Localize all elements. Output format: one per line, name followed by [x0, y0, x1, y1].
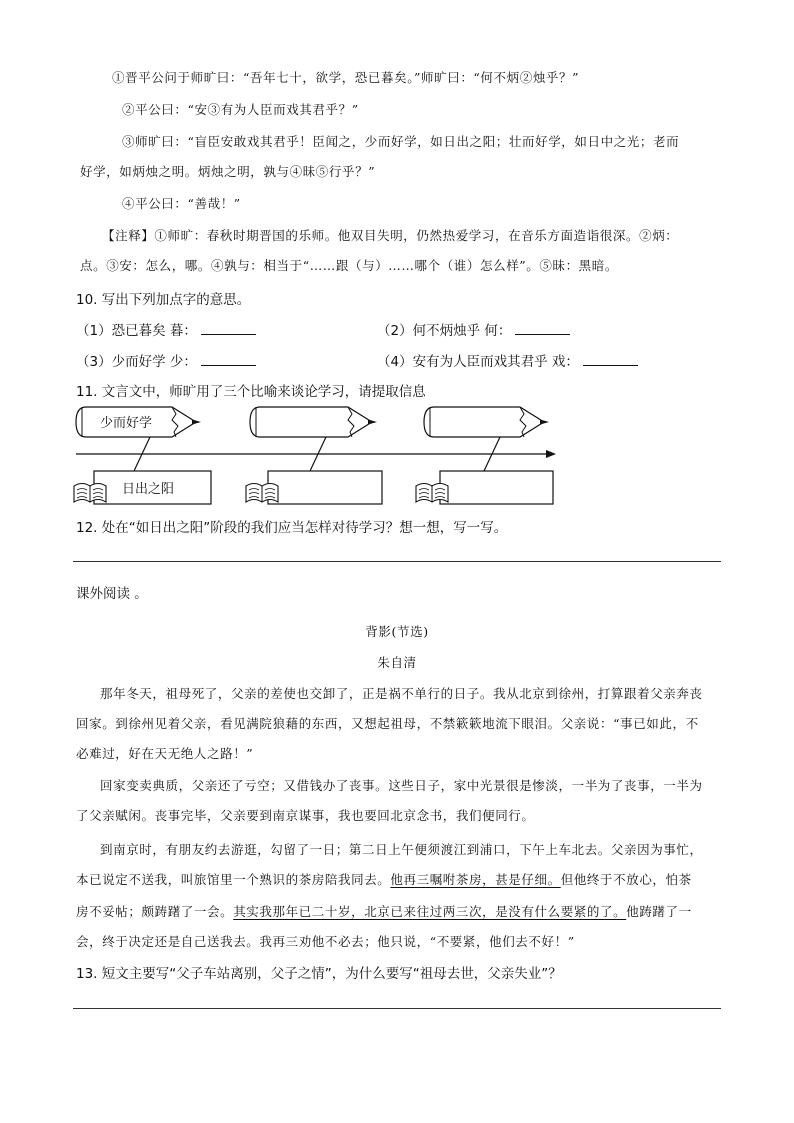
q10-item-4-label: （4）安有为人臣而戏其君乎 戏：	[377, 354, 579, 370]
passage-p3c-pre: 房不妥帖；颇踌躇了一会。	[76, 904, 234, 919]
reading-heading: 课外阅读 。	[76, 586, 148, 602]
q10-item-2-label: （2）何不炳烛乎 何：	[377, 323, 512, 339]
book-icon	[74, 484, 106, 503]
q13-answer-line[interactable]	[73, 1008, 721, 1009]
classical-paragraph-4: ④平公曰：“善哉！”	[122, 196, 241, 211]
pencil-1-label: 少而好学	[100, 416, 153, 431]
answer-box-2[interactable]	[268, 471, 382, 504]
question-11-title: 11. 文言文中，师旷用了三个比喻来谈论学习，请提取信息	[76, 384, 426, 400]
q12-answer-line[interactable]	[73, 561, 721, 562]
classical-paragraph-2: ②平公曰：“安③有为人臣而戏其君乎？”	[122, 102, 359, 117]
passage-p2b: 了父亲赋闲。丧事完毕，父亲要到南京谋事，我也要回北京念书，我们便同行。	[76, 808, 535, 823]
answer-box-3[interactable]	[440, 471, 553, 504]
passage-author: 朱自清	[377, 655, 417, 670]
question-10-title: 10. 写出下列加点字的意思。	[76, 292, 251, 308]
annotation-line-1: 【注释】①师旷：春秋时期晋国的乐师。他双目失明，仍然热爱学习，在音乐方面造诣很深。②炳：	[102, 228, 679, 243]
q10-item-1-label: （1）恐已暮矣 暮：	[76, 323, 197, 339]
classical-paragraph-1: ①晋平公问于师旷曰：“吾年七十，欲学，恐已暮矣。”师旷曰：“何不炳②烛乎？”	[112, 70, 580, 85]
book-icon	[416, 484, 448, 503]
timeline-arrow	[76, 450, 556, 458]
pencil-3	[424, 407, 549, 437]
question-12-title: 12. 处在“如日出之阳”阶段的我们应当怎样对待学习？想一想，写一写。	[76, 520, 508, 536]
pencil-2	[250, 407, 377, 437]
underlined-sentence-2: 其实我那年已二十岁，北京已来往过两三次，是没有什么要紧的了。	[233, 904, 627, 919]
passage-p3b-pre: 本已说定不送我，叫旅馆里一个熟识的茶房陪我同去。	[76, 872, 391, 887]
passage-p1b: 回家。到徐州见着父亲，看见满院狼藉的东西，又想起祖母，不禁簌簌地流下眼泪。父亲说：“事已如此，不	[76, 716, 699, 731]
passage-title: 背影(节选)	[365, 624, 429, 639]
passage-p3a: 到南京时，有朋友约去游逛，勾留了一日；第二日上午便须渡江到浦口，下午上车北去。父亲因为事忙，	[100, 842, 703, 857]
q10-item-3-label: （3）少而好学 少：	[76, 354, 197, 370]
question-13-title: 13. 短文主要写“父子车站离别，父子之情”，为什么要写“祖母去世，父亲失业”？	[76, 966, 562, 982]
passage-p3d: 会，终于决定还是自己送我去。我再三劝他不必去；他只说，“不要紧，他们去不好！”	[76, 934, 575, 949]
classical-paragraph-3b: 好学，如炳烛之明。炳烛之明，孰与④昧⑤行乎？”	[80, 164, 376, 179]
passage-p3b	[76, 870, 692, 888]
annotation-line-2: 点。③安：怎么，哪。④孰与：相当于“……跟（与）……哪个（谁）怎么样”。⑤昧：黑暗。	[80, 258, 618, 273]
passage-p2a: 回家变卖典质，父亲还了亏空；又借钱办了丧事。这些日子，家中光景很是惨淡，一半为了丧事，一半为	[100, 778, 703, 793]
underlined-sentence-1: 他再三嘱咐茶房，甚是仔细。	[390, 872, 561, 887]
passage-p3c	[76, 902, 692, 920]
classical-paragraph-3a: ③师旷曰：“盲臣安敢戏其君乎！臣闻之，少而好学，如日出之阳；壮而好学，如日中之光；老而	[122, 134, 680, 149]
passage-p3c-post: 他踌躇了一	[626, 904, 692, 919]
passage-p1c: 必难过，好在天无绝人之路！”	[76, 746, 254, 761]
book-icon	[246, 484, 278, 503]
passage-p1a: 那年冬天，祖母死了，父亲的差使也交卸了，正是祸不单行的日子。我从北京到徐州，打算跟着父亲奔丧	[100, 686, 703, 701]
answer-box-1-label: 日出之阳	[122, 482, 175, 497]
passage-p3b-post: 但他终于不放心，怕茶	[560, 872, 692, 887]
